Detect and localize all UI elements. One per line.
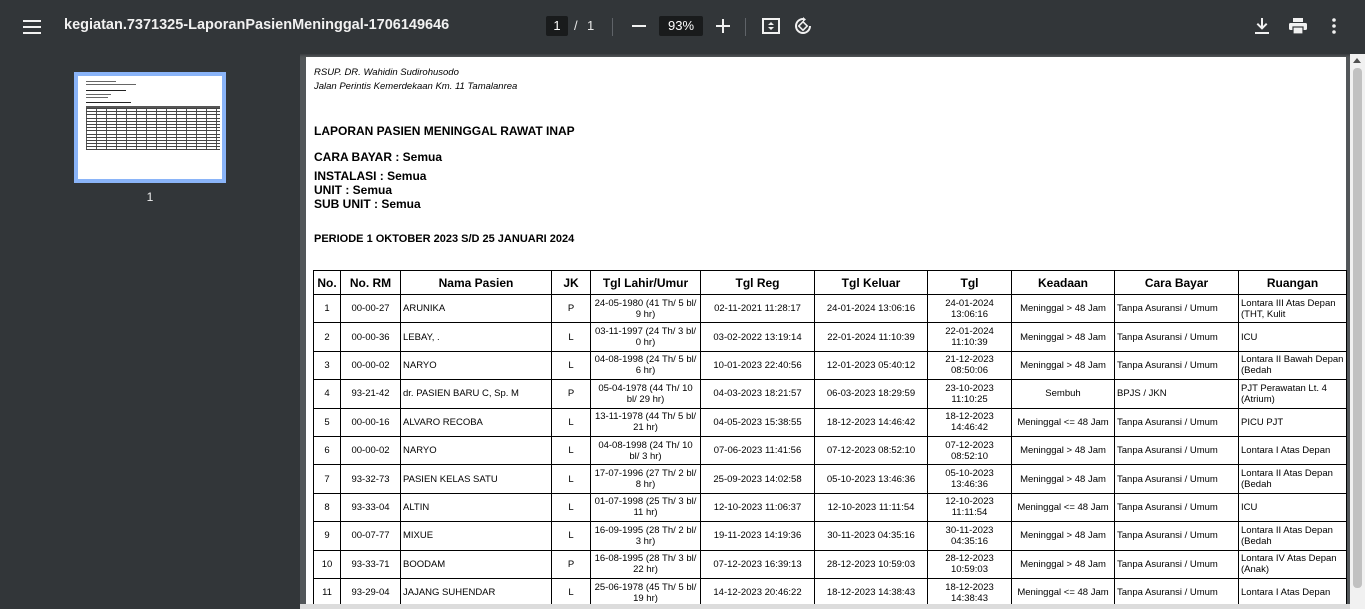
- cell-ruangan: Lontara IV Atas Depan (Anak): [1239, 550, 1347, 578]
- download-icon[interactable]: [1251, 15, 1273, 37]
- cell-jk: L: [552, 493, 591, 521]
- cell-no: 10: [314, 550, 341, 578]
- cell-jk: L: [552, 436, 591, 464]
- hospital-address: Jalan Perintis Kemerdekaan Km. 11 Tamalanrea: [314, 81, 518, 92]
- cell-tgl: 28-12-2023 10:59:03: [928, 550, 1012, 578]
- table-row: [314, 436, 1347, 464]
- cell-tgl-lahir: 03-11-1997 (24 Th/ 3 bl/ 0 hr): [591, 323, 701, 351]
- cell-tgl-reg: 14-12-2023 20:46:22: [701, 578, 815, 606]
- fit-to-page-icon[interactable]: [760, 15, 782, 37]
- page-total: 1: [587, 18, 595, 33]
- cell-cara-bayar: Tanpa Asuransi / Umum: [1115, 550, 1239, 578]
- rotate-icon[interactable]: [792, 15, 814, 37]
- cell-keadaan: Meninggal > 48 Jam: [1012, 465, 1115, 493]
- cell-tgl: 24-01-2024 13:06:16: [928, 295, 1012, 323]
- cell-no: 2: [314, 323, 341, 351]
- document-title: kegiatan.7371325-LaporanPasienMeninggal-1706149646: [64, 17, 450, 33]
- scrollbar-thumb[interactable]: [1353, 68, 1362, 588]
- table-row: [314, 408, 1347, 436]
- cell-tgl: 18-12-2023 14:38:43: [928, 578, 1012, 606]
- cell-cara-bayar: Tanpa Asuransi / Umum: [1115, 578, 1239, 606]
- pdf-page: [306, 57, 1346, 609]
- table-row: [314, 351, 1347, 379]
- thumbnail-sidebar: [0, 54, 300, 609]
- column-header-nama-pasien: Nama Pasien: [401, 271, 552, 295]
- cell-tgl-keluar: 30-11-2023 04:35:16: [815, 522, 928, 550]
- cell-cara-bayar: Tanpa Asuransi / Umum: [1115, 493, 1239, 521]
- cell-tgl-lahir: 24-05-1980 (41 Th/ 5 bl/ 9 hr): [591, 295, 701, 323]
- cell-no-rm: 00-00-27: [341, 295, 401, 323]
- cell-ruangan: ICU: [1239, 323, 1347, 351]
- cell-jk: L: [552, 351, 591, 379]
- cell-keadaan: Meninggal > 48 Jam: [1012, 522, 1115, 550]
- report-title: LAPORAN PASIEN MENINGGAL RAWAT INAP: [314, 124, 575, 138]
- cell-tgl: 18-12-2023 14:46:42: [928, 408, 1012, 436]
- cell-tgl-reg: 07-06-2023 11:41:56: [701, 436, 815, 464]
- cell-jk: L: [552, 578, 591, 606]
- table-row: [314, 578, 1347, 606]
- cell-tgl-reg: 10-01-2023 22:40:56: [701, 351, 815, 379]
- cell-cara-bayar: BPJS / JKN: [1115, 380, 1239, 408]
- cell-no-rm: 00-00-02: [341, 436, 401, 464]
- cell-tgl-keluar: 24-01-2024 13:06:16: [815, 295, 928, 323]
- table-row: [314, 493, 1347, 521]
- pdf-toolbar: [0, 0, 1365, 54]
- cell-tgl-reg: 19-11-2023 14:19:36: [701, 522, 815, 550]
- cell-ruangan: Lontara III Atas Depan (THT, Kulit: [1239, 295, 1347, 323]
- cell-jk: L: [552, 323, 591, 351]
- cell-nama-pasien: LEBAY, .: [401, 323, 552, 351]
- cell-cara-bayar: Tanpa Asuransi / Umum: [1115, 295, 1239, 323]
- cell-keadaan: Meninggal > 48 Jam: [1012, 550, 1115, 578]
- cell-tgl: 22-01-2024 11:10:39: [928, 323, 1012, 351]
- zoom-out-icon[interactable]: [628, 15, 650, 37]
- cell-keadaan: Meninggal <= 48 Jam: [1012, 493, 1115, 521]
- cell-ruangan: PICU PJT: [1239, 408, 1347, 436]
- thumbnail-line: [86, 84, 136, 85]
- cell-ruangan: Lontara I Atas Depan: [1239, 436, 1347, 464]
- column-header-ruangan: Ruangan: [1239, 271, 1347, 295]
- thumbnail-line: [86, 97, 108, 98]
- sub-unit-filter: SUB UNIT : Semua: [314, 197, 421, 211]
- cell-keadaan: Meninggal > 48 Jam: [1012, 436, 1115, 464]
- cell-tgl-reg: 02-11-2021 11:28:17: [701, 295, 815, 323]
- column-header-tgl-lahir: Tgl Lahir/Umur: [591, 271, 701, 295]
- cell-ruangan: Lontara II Bawah Depan (Bedah: [1239, 351, 1347, 379]
- cell-tgl-lahir: 04-08-1998 (24 Th/ 10 bl/ 3 hr): [591, 436, 701, 464]
- cell-tgl-lahir: 13-11-1978 (44 Th/ 5 bl/ 21 hr): [591, 408, 701, 436]
- cell-cara-bayar: Tanpa Asuransi / Umum: [1115, 351, 1239, 379]
- cell-tgl: 23-10-2023 11:10:25: [928, 380, 1012, 408]
- column-header-no: No.: [314, 271, 341, 295]
- table-row: [314, 465, 1347, 493]
- cell-keadaan: Meninggal > 48 Jam: [1012, 295, 1115, 323]
- report-period: PERIODE 1 OKTOBER 2023 S/D 25 JANUARI 2024: [314, 233, 575, 245]
- cell-nama-pasien: PASIEN KELAS SATU: [401, 465, 552, 493]
- cell-jk: P: [552, 380, 591, 408]
- cell-tgl-keluar: 18-12-2023 14:38:43: [815, 578, 928, 606]
- table-header-row: [314, 271, 1347, 295]
- table-row: [314, 323, 1347, 351]
- cell-tgl-keluar: 05-10-2023 13:46:36: [815, 465, 928, 493]
- document-viewer[interactable]: [300, 54, 1365, 609]
- cell-tgl-lahir: 16-08-1995 (28 Th/ 3 bl/ 22 hr): [591, 550, 701, 578]
- cell-ruangan: Lontara II Atas Depan (Bedah: [1239, 522, 1347, 550]
- cell-tgl: 05-10-2023 13:46:36: [928, 465, 1012, 493]
- cell-jk: P: [552, 295, 591, 323]
- thumbnail-line: [86, 90, 126, 91]
- cell-no: 7: [314, 465, 341, 493]
- cell-tgl: 30-11-2023 04:35:16: [928, 522, 1012, 550]
- cell-tgl-keluar: 07-12-2023 08:52:10: [815, 436, 928, 464]
- print-icon[interactable]: [1287, 15, 1309, 37]
- cell-cara-bayar: Tanpa Asuransi / Umum: [1115, 522, 1239, 550]
- cell-keadaan: Meninggal > 48 Jam: [1012, 323, 1115, 351]
- cell-no: 11: [314, 578, 341, 606]
- column-header-tgl: Tgl: [928, 271, 1012, 295]
- cell-nama-pasien: ALVARO RECOBA: [401, 408, 552, 436]
- column-header-no-rm: No. RM: [341, 271, 401, 295]
- cell-jk: L: [552, 408, 591, 436]
- thumbnail-line: [86, 94, 111, 95]
- cell-no: 4: [314, 380, 341, 408]
- page-separator: /: [574, 18, 578, 33]
- cell-keadaan: Meninggal <= 48 Jam: [1012, 578, 1115, 606]
- cell-cara-bayar: Tanpa Asuransi / Umum: [1115, 465, 1239, 493]
- thumbnail-preview: [78, 76, 222, 179]
- cell-nama-pasien: NARYO: [401, 351, 552, 379]
- column-header-jk: JK: [552, 271, 591, 295]
- cell-tgl-reg: 03-02-2022 13:19:14: [701, 323, 815, 351]
- cell-no-rm: 00-00-02: [341, 351, 401, 379]
- cell-no-rm: 00-00-36: [341, 323, 401, 351]
- cell-tgl-keluar: 18-12-2023 14:46:42: [815, 408, 928, 436]
- menu-icon[interactable]: [18, 13, 46, 41]
- cell-ruangan: Lontara II Atas Depan (Bedah: [1239, 465, 1347, 493]
- cell-tgl: 21-12-2023 08:50:06: [928, 351, 1012, 379]
- cell-jk: L: [552, 465, 591, 493]
- cell-keadaan: Sembuh: [1012, 380, 1115, 408]
- cell-keadaan: Meninggal > 48 Jam: [1012, 351, 1115, 379]
- cell-nama-pasien: MIXUE: [401, 522, 552, 550]
- thumbnail-table: [86, 106, 220, 156]
- cell-tgl-reg: 07-12-2023 16:39:13: [701, 550, 815, 578]
- page-thumbnail[interactable]: [74, 72, 226, 183]
- cell-no: 1: [314, 295, 341, 323]
- column-header-keadaan: Keadaan: [1012, 271, 1115, 295]
- patient-table: [313, 270, 1347, 607]
- table-row: [314, 522, 1347, 550]
- thumbnail-line: [86, 102, 131, 103]
- cell-no-rm: 93-33-71: [341, 550, 401, 578]
- toolbar-divider: [612, 18, 613, 36]
- cell-nama-pasien: JAJANG SUHENDAR: [401, 578, 552, 606]
- vertical-scrollbar[interactable]: [1350, 54, 1365, 609]
- horizontal-scrollbar[interactable]: [300, 604, 1350, 609]
- cell-no-rm: 93-29-04: [341, 578, 401, 606]
- cell-tgl-keluar: 28-12-2023 10:59:03: [815, 550, 928, 578]
- cell-nama-pasien: NARYO: [401, 436, 552, 464]
- thumbnail-page-number: 1: [146, 190, 154, 204]
- cell-nama-pasien: ARUNIKA: [401, 295, 552, 323]
- cell-keadaan: Meninggal <= 48 Jam: [1012, 408, 1115, 436]
- page-number-input[interactable]: 1: [546, 16, 568, 36]
- cell-tgl-reg: 25-09-2023 14:02:58: [701, 465, 815, 493]
- cell-tgl-lahir: 17-07-1996 (27 Th/ 2 bl/ 8 hr): [591, 465, 701, 493]
- table-row: [314, 550, 1347, 578]
- zoom-input[interactable]: 93%: [659, 16, 703, 36]
- cell-no: 3: [314, 351, 341, 379]
- cell-tgl-lahir: 25-06-1978 (45 Th/ 5 bl/ 19 hr): [591, 578, 701, 606]
- cell-jk: P: [552, 550, 591, 578]
- instalasi-filter: INSTALASI : Semua: [314, 169, 427, 183]
- cell-tgl: 07-12-2023 08:52:10: [928, 436, 1012, 464]
- cell-tgl-lahir: 04-08-1998 (24 Th/ 5 bl/ 6 hr): [591, 351, 701, 379]
- toolbar-divider: [745, 18, 746, 36]
- cell-nama-pasien: dr. PASIEN BARU C, Sp. M: [401, 380, 552, 408]
- scroll-up-icon[interactable]: [1353, 58, 1361, 63]
- thumbnail-line: [86, 81, 116, 82]
- table-row: [314, 295, 1347, 323]
- hospital-name: RSUP. DR. Wahidin Sudirohusodo: [314, 67, 459, 78]
- zoom-in-icon[interactable]: [712, 15, 734, 37]
- more-options-icon[interactable]: [1323, 15, 1345, 37]
- cell-ruangan: Lontara I Atas Depan: [1239, 578, 1347, 606]
- cell-no: 5: [314, 408, 341, 436]
- column-header-cara-bayar: Cara Bayar: [1115, 271, 1239, 295]
- cell-ruangan: PJT Perawatan Lt. 4 (Atrium): [1239, 380, 1347, 408]
- cell-tgl-reg: 04-05-2023 15:38:55: [701, 408, 815, 436]
- cell-tgl-keluar: 12-10-2023 11:11:54: [815, 493, 928, 521]
- table-row: [314, 380, 1347, 408]
- cell-cara-bayar: Tanpa Asuransi / Umum: [1115, 408, 1239, 436]
- cell-no: 6: [314, 436, 341, 464]
- cara-bayar-filter: CARA BAYAR : Semua: [314, 150, 443, 164]
- cell-tgl-keluar: 12-01-2023 05:40:12: [815, 351, 928, 379]
- cell-tgl-keluar: 22-01-2024 11:10:39: [815, 323, 928, 351]
- cell-no: 9: [314, 522, 341, 550]
- cell-tgl-keluar: 06-03-2023 18:29:59: [815, 380, 928, 408]
- column-header-tgl-reg: Tgl Reg: [701, 271, 815, 295]
- cell-tgl-reg: 04-03-2023 18:21:57: [701, 380, 815, 408]
- cell-tgl-lahir: 05-04-1978 (44 Th/ 10 bl/ 29 hr): [591, 380, 701, 408]
- cell-no-rm: 00-07-77: [341, 522, 401, 550]
- cell-no-rm: 93-32-73: [341, 465, 401, 493]
- cell-nama-pasien: BOODAM: [401, 550, 552, 578]
- cell-no-rm: 93-33-04: [341, 493, 401, 521]
- unit-filter: UNIT : Semua: [314, 183, 393, 197]
- cell-cara-bayar: Tanpa Asuransi / Umum: [1115, 323, 1239, 351]
- cell-tgl-reg: 12-10-2023 11:06:37: [701, 493, 815, 521]
- cell-jk: L: [552, 522, 591, 550]
- cell-no-rm: 00-00-16: [341, 408, 401, 436]
- cell-no-rm: 93-21-42: [341, 380, 401, 408]
- cell-tgl-lahir: 16-09-1995 (28 Th/ 2 bl/ 3 hr): [591, 522, 701, 550]
- cell-ruangan: ICU: [1239, 493, 1347, 521]
- cell-tgl-lahir: 01-07-1998 (25 Th/ 3 bl/ 11 hr): [591, 493, 701, 521]
- cell-cara-bayar: Tanpa Asuransi / Umum: [1115, 436, 1239, 464]
- cell-nama-pasien: ALTIN: [401, 493, 552, 521]
- column-header-tgl-keluar: Tgl Keluar: [815, 271, 928, 295]
- cell-tgl: 12-10-2023 11:11:54: [928, 493, 1012, 521]
- cell-no: 8: [314, 493, 341, 521]
